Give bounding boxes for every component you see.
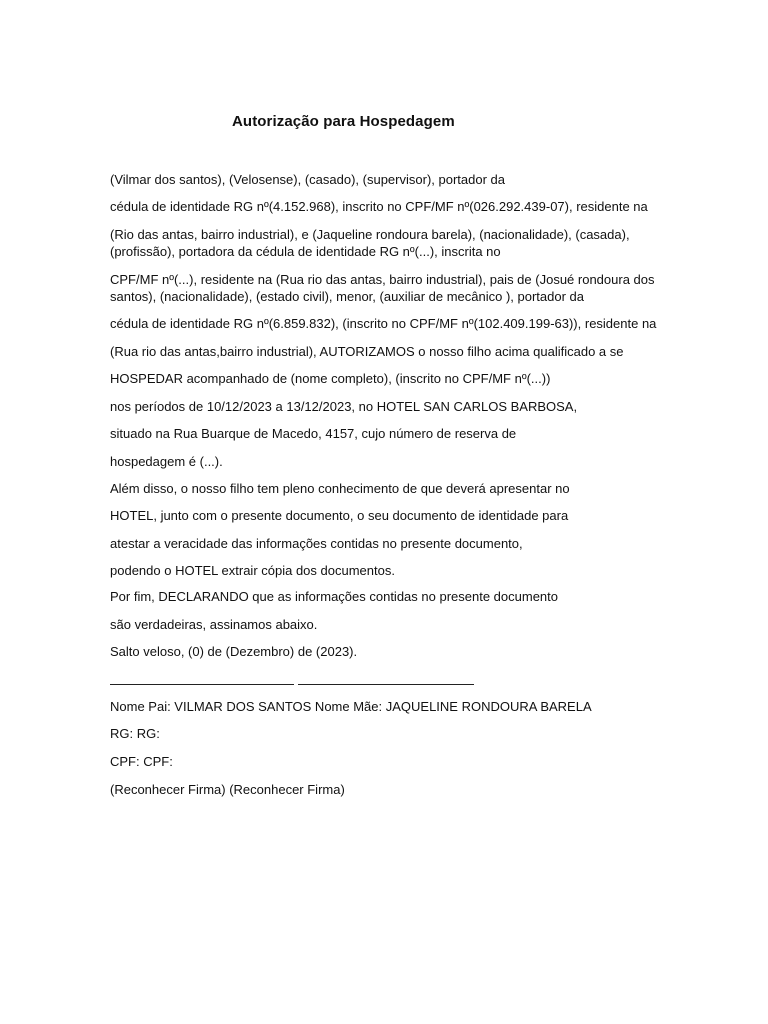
body-line: santos), (nacionalidade), (estado civil), menor, (auxiliar de mecânico ), portador da [110, 289, 585, 304]
signature-reconhecer-firma: (Reconhecer Firma) (Reconhecer Firma) [110, 782, 345, 797]
body-line: (profissão), portadora da cédula de identidade RG nº(...), inscrita no [110, 244, 501, 259]
signature-rg: RG: RG: [110, 726, 160, 741]
body-line: Por fim, DECLARANDO que as informações contidas no presente documento [110, 589, 558, 604]
body-line: são verdadeiras, assinamos abaixo. [110, 617, 318, 632]
body-line: HOTEL, junto com o presente documento, o seu documento de identidade para [110, 508, 569, 523]
body-line: atestar a veracidade das informações contidas no presente documento, [110, 536, 523, 551]
body-line: cédula de identidade RG nº(4.152.968), inscrito no CPF/MF nº(026.292.439-07), residente na [110, 199, 648, 214]
body-line: CPF/MF nº(...), residente na (Rua rio das antas, bairro industrial), pais de (Josué rondoura dos [110, 272, 655, 287]
body-line: hospedagem é (...). [110, 454, 223, 469]
signature-cpf: CPF: CPF: [110, 754, 173, 769]
body-line: nos períodos de 10/12/2023 a 13/12/2023, no HOTEL SAN CARLOS BARBOSA, [110, 399, 578, 414]
body-line: (Vilmar dos santos), (Velosense), (casado), (supervisor), portador da [110, 172, 505, 187]
body-line: HOSPEDAR acompanhado de (nome completo), (inscrito no CPF/MF nº(...)) [110, 371, 551, 386]
body-line: situado na Rua Buarque de Macedo, 4157, cujo número de reserva de [110, 426, 517, 441]
body-line: Além disso, o nosso filho tem pleno conhecimento de que deverá apresentar no [110, 481, 570, 496]
body-line: (Rua rio das antas,bairro industrial), AUTORIZAMOS o nosso filho acima qualificado a se [110, 344, 624, 359]
date-line: Salto veloso, (0) de (Dezembro) de (2023). [110, 644, 358, 659]
signature-line-father [110, 684, 294, 685]
body-line: podendo o HOTEL extrair cópia dos documentos. [110, 563, 395, 578]
document-title: Autorização para Hospedagem [232, 113, 455, 130]
body-line: (Rio das antas, bairro industrial), e (Jaqueline rondoura barela), (nacionalidade), (casada), [110, 227, 630, 242]
signature-line-mother [298, 684, 474, 685]
signature-names: Nome Pai: VILMAR DOS SANTOS Nome Mãe: JAQUELINE RONDOURA BARELA [110, 699, 592, 714]
body-line: cédula de identidade RG nº(6.859.832), (inscrito no CPF/MF nº(102.409.199-63)), residente na [110, 316, 657, 331]
